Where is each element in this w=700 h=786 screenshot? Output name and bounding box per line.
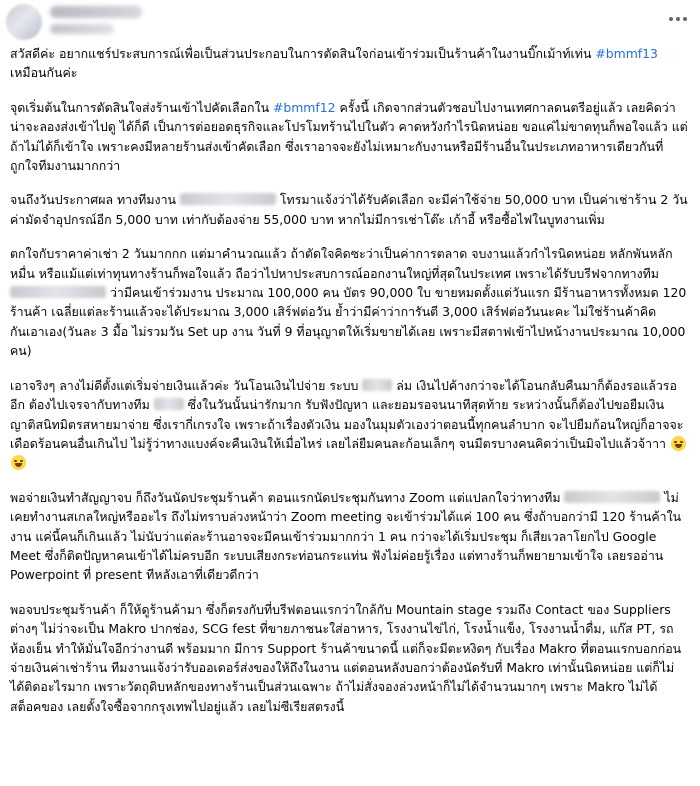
- payment-text-mid: ล่ม เงินไปค้างกว่าจะได้โอนกลับคืนมาก็ต้องรอแล้วรออีก ต้องไปเจรจากับทางทีม: [10, 377, 677, 413]
- redacted-organizer: [154, 398, 184, 410]
- post-meta-redacted: [50, 24, 114, 34]
- suppliers-text: พอจบประชุมร้านค้า ก็ให้ดูร้านค้ามา ซึ่งก็ตรงกับที่บรีฟตอนแรกว่าใกล้กับ Mountain stage รวมถึง Contact ของ Suppliers ต่างๆ ไม่ว่าจะเป็น Makro ปากช่อง, SCG fest ที่ขายภาชนะใส่อาหาร, โรงงานไข่ไก่, โรงน้ำแข็ง, โรงงานน้ำดื่ม, แก๊ส PT, รถห้องเย็น ทำให้มั่นใจอีกว่างานดี พร้อมมาก มีการ Support ร้านค้าขนาดนี้ แต่ก็จะมีตะหงิดๆ กับเรื่อง Makro ที่ตอนแรกบอกก่อนจ่ายเงินค่าเช่าร้าน ทีมงานแจ้งว่ารับออเดอร์ส่งของให้ถึงในงาน แต่ตอนหลังบอกว่าต้องนัดรับที่ Makro เท่านั้นนิดหน่อย แต่ก็ไม่ได้ติดอะไรมาก เพราะวัตถุดิบหลักของทางร้านเป็นส่วนเฉพาะ ถ้าไม่สั่งจองล่วงหน้าก็ไม่ได้จำนวนมากๆ เพราะ Makro ไม่ได้สต็อคของ เลยตั้งใจซื้อจากกรุงเทพไปอยู่แล้ว เลยไม่ซีเรียสตรงนี้: [10, 601, 682, 714]
- laughing-emoji-icon: [671, 436, 686, 451]
- redacted-organizer: [180, 193, 276, 205]
- redacted-organizer: [10, 286, 106, 298]
- post-header: [0, 0, 700, 44]
- post-body: [0, 44, 700, 716]
- intro-text-end: เหมือนกันค่ะ: [10, 65, 78, 81]
- redacted-organizer: [564, 491, 660, 503]
- more-options-icon[interactable]: [666, 10, 690, 28]
- payment-text-end: ซึ่งในวันนั้นน่ารักมาก รับฟังปัญหา และยอมรอจนนาทีสุดท้าย ระหว่างนั้นก็ต้องไปขอยืมเงินญาติสนิทมิตรสหายมาจ่าย ซึ่งเรากี่เกรงใจ เพราะถ้าเรื่องตัวเงิน มองในมุมตัวเองว่าตอนนี้ทุกคนลำบาก จะไปยืมก้อนใหญ่ก็อาจจะเดือดร้อนคนอื่นเกินไป ไม่รู้ว่าทางแบงค์จะคืนเงินให้เมื่อไหร่ เลยไล่ยืมคนละก้อนเล็กๆ จนมีตรบางคนคิดว่าเป็นมิจไปแล้วจ้าาา: [10, 397, 684, 451]
- price-text: ตกใจกับราคาค่าเช่า 2 วันมากกก แต่มาคำนวณแล้ว ถ้าตัดใจคิดซะว่าเป็นค่าการตลาด จบงานแล้วกำไรนิดหน่อย หลักพันหลักหมื่น หรือแม้แต่เท่าทุนทางร้านก็พอใจแล้ว ถือว่าไปหาประสบการณ์ออกงานใหญ่ที่สุดในประเทศ เพราะได้รับบรีฟจากทางทีม: [10, 246, 673, 281]
- hashtag-bmmf12[interactable]: #bmmf12: [272, 99, 336, 115]
- paragraph-suppliers: [10, 600, 688, 716]
- announce-text: จนถึงวันประกาศผล ทางทีมงาน: [10, 192, 180, 208]
- payment-text: เอาจริงๆ ลางไม่ดีตั้งแต่เริ่มจ่ายเงินแล้วค่ะ วันโอนเงินไปจ่าย ระบบ: [10, 377, 363, 393]
- hashtag-bmmf13[interactable]: #bmmf13: [595, 46, 658, 61]
- paragraph-announcement: [10, 190, 688, 229]
- price-text-end: ว่ามีคนเข้าร่วมงาน ประมาณ 100,000 คน บัตร 90,000 ใบ ขายหมดตั้งแต่วันแรก มีร้านอาหารทั้งหมด 120 ร้านค้า เฉลี่ยแต่ละร้านแล้วจะได้ประมาณ 3,000 เสิร์ฟต่อวัน ย้ำว่ามีค่าว่าการันตี 3,000 เสิร์ฟต่อวันนะคะ ไม่ใช่ร้านค้าคิดกันเอาเอง(วันละ 3 มื้อ ไม่รวมวัน Set up งาน วันที่ 9 ที่อนุญาตให้เริ่มขายได้เลย เพราะมีสตาฟเข้าไปหน้างานประมาณ 10,000 คน): [10, 285, 687, 359]
- meeting-text: พอจ่ายเงินทำสัญญาจบ ก็ถึงวันนัดประชุมร้านค้า ตอนแรกนัดประชุมกันทาง Zoom แต่แปลกใจว่าทางทีม: [10, 489, 565, 505]
- paragraph-start: [10, 98, 688, 176]
- start-text-end: ครั้งนี้ เกิดจากส่วนตัวชอบไปงานเทศกาลดนตรีอยู่แล้ว เลยคิดว่าน่าจะลองส่งเข้าไปดู ได้ก็ดี เป็นการต่อยอดธุรกิจและโปรโมทร้านไปในตัว คาดหวังกำไรนิดหน่อย ขอแค่ไม่ขาดทุนก็พอใจแล้ว แต่ถ้าไม่ได้ก็เข้าใจ เพราะคงมีหลายร้านส่งเข้าคัดเลือก ซึ่งเราอาจจะยังไม่เหมาะกับงานหรือมีร้านอื่นในประเภทอาหารเดียวกันที่ถูกใจทีมงานมากกว่า: [10, 99, 688, 174]
- paragraph-price: [10, 244, 688, 360]
- start-text: จุดเริ่มต้นในการตัดสินใจส่งร้านเข้าไปคัดเลือกใน: [10, 99, 273, 115]
- announce-text-end: โทรมาแจ้งว่าได้รับคัดเลือก จะมีค่าใช้จ่าย 50,000 บาท เป็นค่าเช่าร้าน 2 วัน ค่ามัดจำอุปกรณ์อีก 5,000 บาท เท่ากับต้องจ่าย 55,000 บาท หากไม่มีการเช่าโต๊ะ เก้าอี้ หรือซื้อไฟในบูทงานเพิ่ม: [10, 192, 688, 227]
- author-name-redacted[interactable]: [50, 6, 142, 18]
- meeting-text-end: ไม่เคยทำงานสเกลใหญ่หรืออะไร ถึงไม่ทราบล่วงหน้าว่า Zoom meeting จะเข้าร่วมได้แค่ 100 คน ซึ่งถ้าบอกว่ามี 120 ร้านค้าในงาน แค่นี้คนก็เกินแล้ว ไม่นับว่าแต่ละร้านอาจจะมีคนเข้าร่วมมากกว่า 1 คน กว่าจะได้เริ่มประชุม ก็เสียเวลาโยกไป Google Meet ซึ่งก็ติดปัญหาคนเข้าได้ไม่ครบอีก ระบบเสียงกระท่อนกระแท่น ฟังไม่ค่อยรู้เรื่อง แต่ทางร้านก็พยายามเข้าใจ เลยรออ่าน Powerpoint ที่ present ทีหลังเอาที่เดียวดีกว่า: [10, 489, 682, 583]
- paragraph-meeting: [10, 488, 688, 585]
- intro-text: สวัสดีค่ะ อยากแชร์ประสบการณ์เพื่อเป็นส่วนประกอบในการตัดสินใจก่อนเข้าร่วมเป็นร้านค้าในงานบิ๊กเม้าท์เท่น: [10, 46, 596, 61]
- redacted-bank: [362, 379, 392, 391]
- avatar[interactable]: [6, 4, 42, 40]
- laughing-emoji-icon: [11, 455, 26, 470]
- paragraph-intro: [10, 44, 688, 83]
- paragraph-payment: [10, 376, 688, 473]
